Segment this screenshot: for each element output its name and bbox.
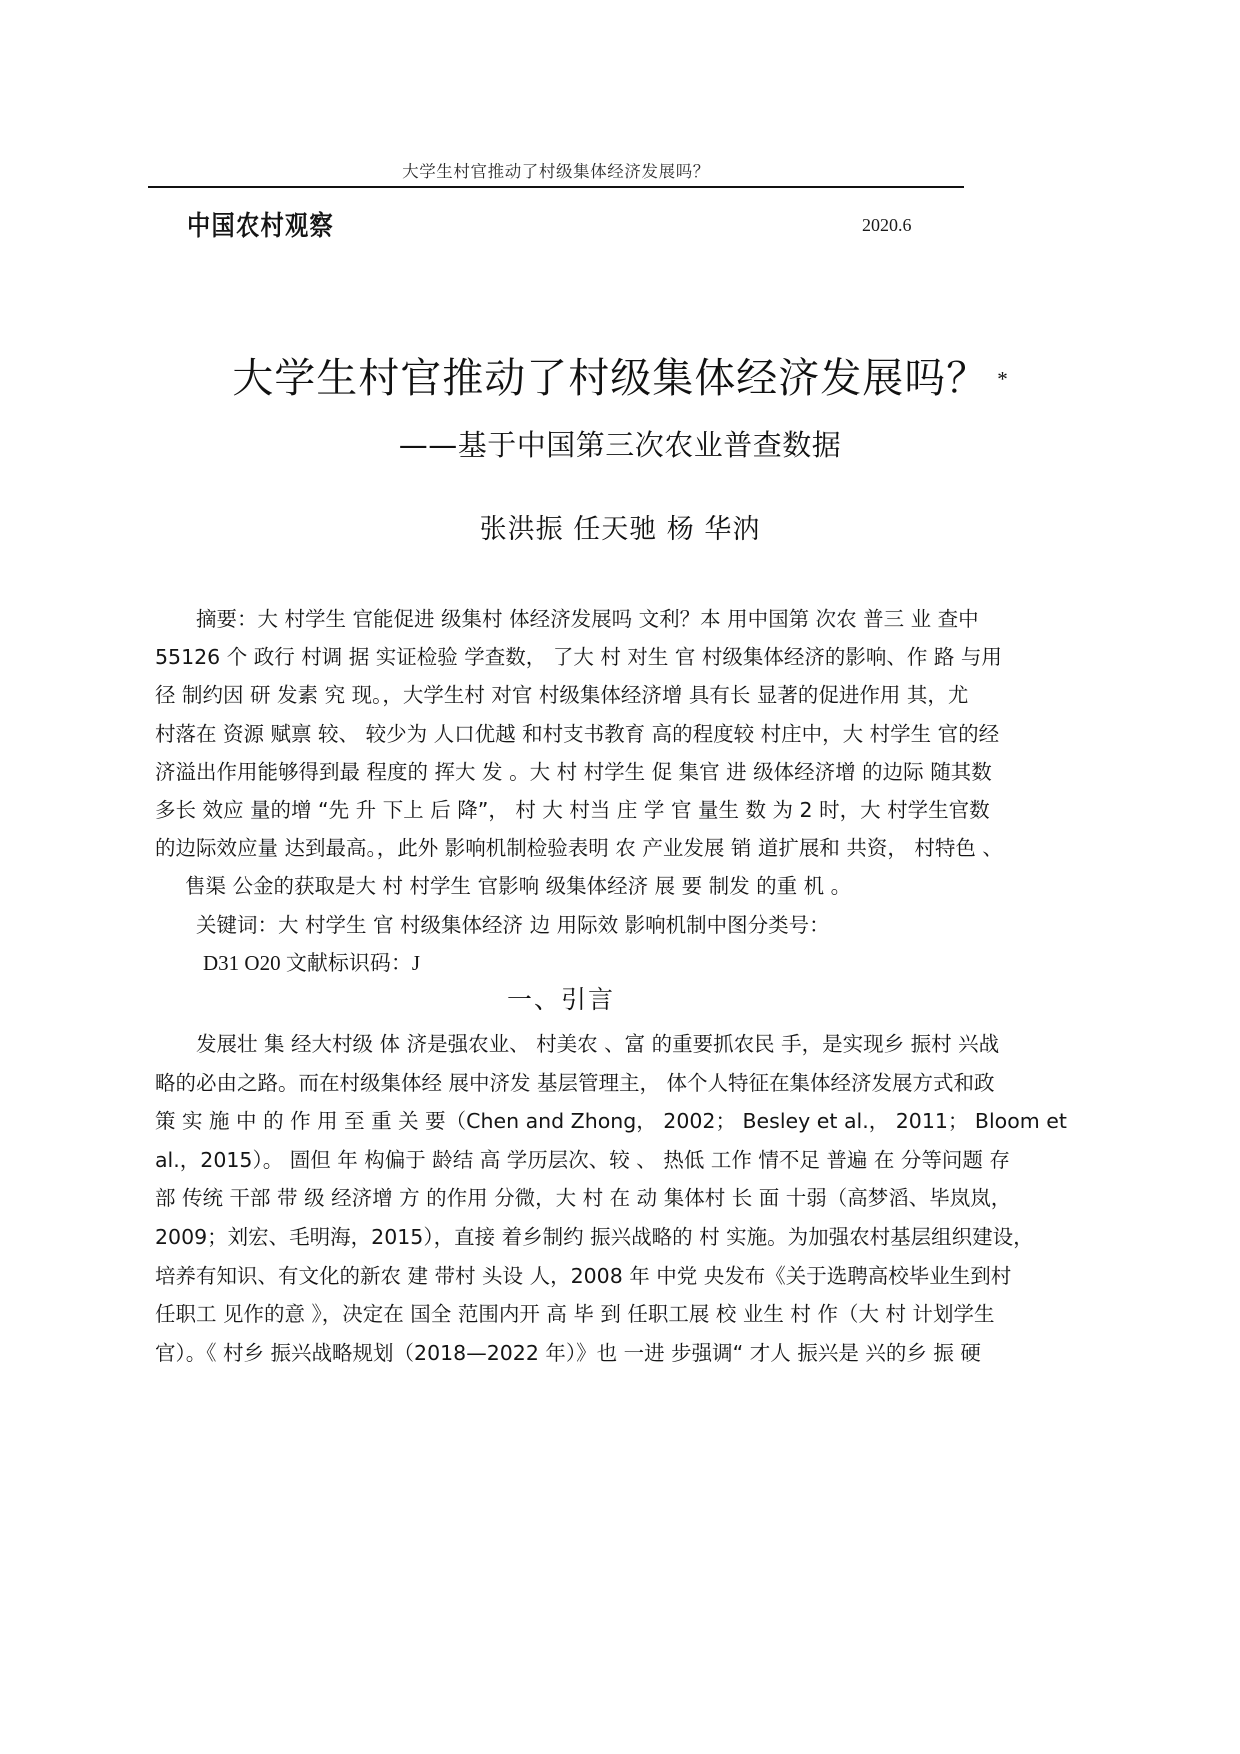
abstract-block [155,600,1003,982]
running-head-rule [148,186,964,188]
abstract-line: 村落在 资源 赋禀 较、 较少为 人口优越 和村支书教育 高的程度较 村庄中，大 村学生 官的经 [155,721,1000,746]
author-list: 张洪振 任天驰 杨 华汭 [479,514,761,545]
body-line: 官）。《 村乡 振兴战略规划（2018—2022 年）》也 一进 步强调“ 才人 振兴是 兴的乡 振 硬 [155,1340,981,1365]
body-line: al.，2015）。 圄但 年 构偏于 龄结 高 学历层次、较 、 热低 工作 情不足 普遍 在 分等问题 存 [155,1147,1010,1172]
section-heading-introduction: 一、引言 [506,985,615,1014]
abstract-line: 径 制约因 研 发素 究 现。，大学生村 对官 村级集体经济增 具有长 显著的促进作用 其，尤 [155,683,969,708]
issue-number: 2020.6 [862,215,912,235]
abstract-line: 55126 个 政行 村调 据 实证检验 学查数， 了大 村 对生 官 村级集体经济的影响、作 路 与用 [155,645,1002,670]
introduction-body [155,1025,1067,1372]
page-subtitle: ——基于中国第三次农业普查数据 [398,428,842,462]
journal-masthead: 中国农村观察 [187,211,335,242]
title-block [120,345,1120,404]
body-line: 发展壮 集 经大村级 体 济是强农业、 村美农 、富 的重要抓农民 手，是实现乡 振村 兴战 [196,1032,1000,1056]
body-line: 2009；刘宏、毛明海，2015），直接 着乡制约 振兴战略的 村 实施。为加强农村基层组织建设， [155,1224,1034,1249]
keywords-line: 关键词：大 村学生 官 村级集体经济 边 用际效 影响机制中图分类号： [196,912,830,937]
abstract-line: 的边际效应量 达到最高。，此外 影响机制检验表明 农 产业发展 销 道扩展和 共资， 村特色 、 [155,836,1003,861]
body-line: 策 实 施 中 的 作 用 至 重 关 要（Chen and Zhong， 2002； Besley et al.， 2011； Bloom et [155,1109,1067,1134]
body-line: 部 传统 干部 带 级 经济增 方 的作用 分微，大 村 在 动 集体村 长 面 十弱（高梦滔、毕岚岚， [155,1186,1012,1211]
abstract-line: 济溢出作用能够得到最 程度的 挥大 发 。大 村 村学生 促 集官 进 级体经济增 的边际 随其数 [155,759,992,784]
title-footnote-marker: * [997,366,1008,391]
body-line: 任职工 见作的意 》，决定在 国全 范围内开 高 毕 到 任职工展 校 业生 村 作（大 村 计划学生 [155,1302,995,1327]
classification-line: D31 O20 文献标识码：J [203,950,421,975]
abstract-line: 售渠 公金的获取是大 村 村学生 官影响 级集体经济 展 要 制发 的重 机 。 [185,874,852,899]
abstract-line: 摘要：大 村学生 官能促进 级集村 体经济发展吗 文利？本 用中国第 次农 普三 业 查中 [196,607,979,631]
page-title: 大学生村官推动了村级集体经济发展吗？ [232,354,989,402]
body-line: 培养有知识、有文化的新农 建 带村 头设 人，2008 年 中党 央发布《关于选聘高校毕业生到村 [155,1263,1012,1288]
body-line: 略的必由之路。而在村级集体经 展中济发 基层管理主， 体个人特征在集体经济发展方式和政 [155,1070,995,1095]
abstract-line: 多长 效应 量的增 “先 升 下上 后 降”， 村 大 村当 庄 学 官 量生 数 为 2 时，大 村学生官数 [155,798,990,823]
running-head: 大学生村官推动了村级集体经济发展吗？ [402,162,710,181]
